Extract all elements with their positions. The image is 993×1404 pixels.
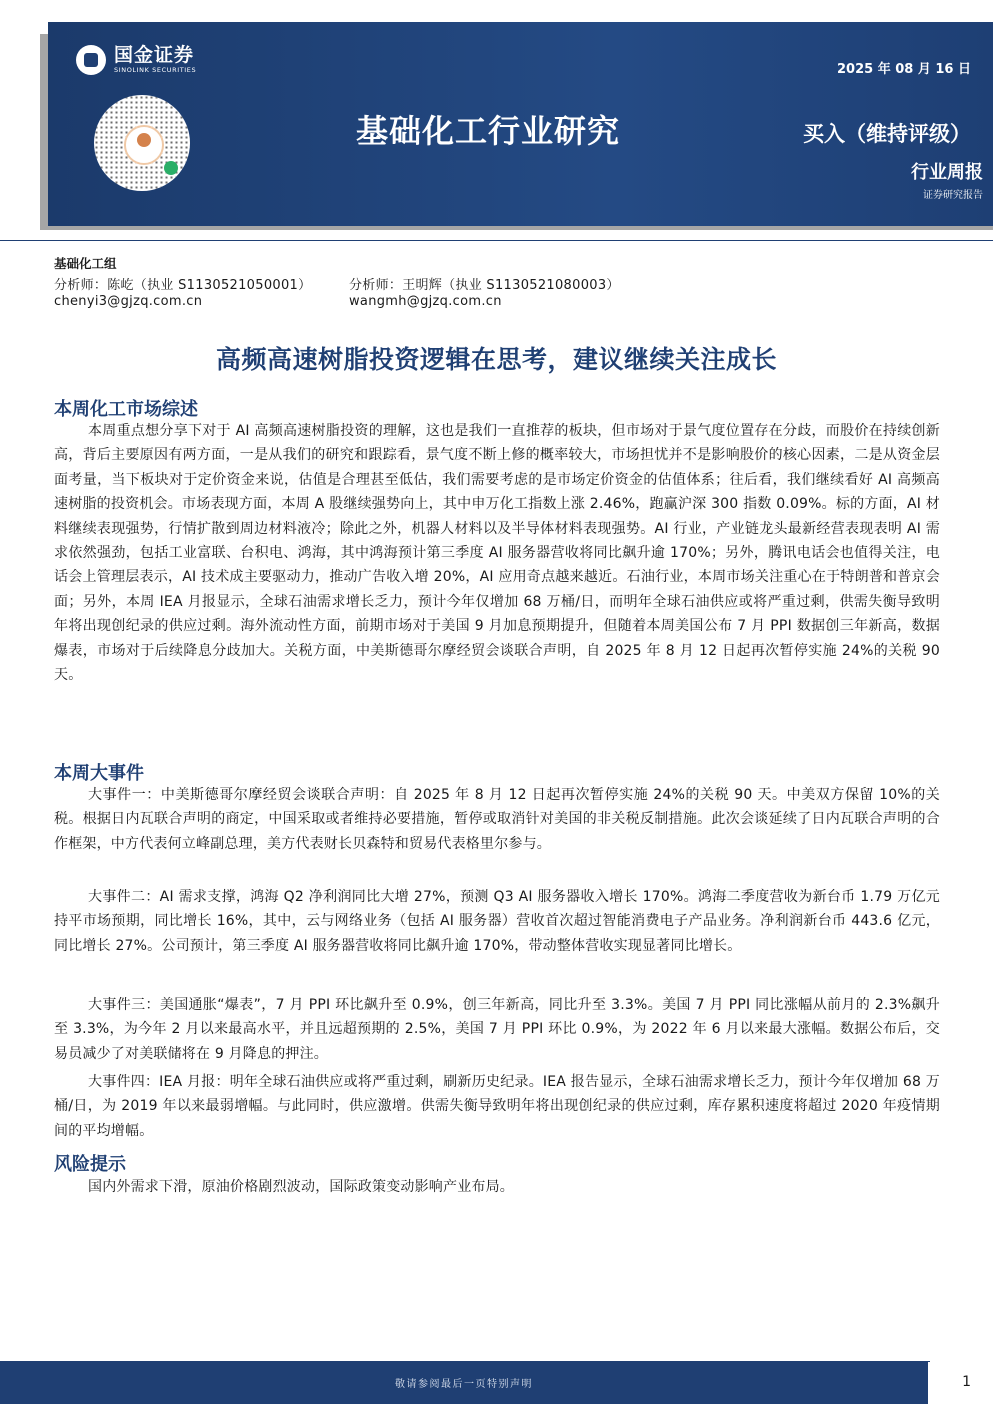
- paragraph-event-4: 大事件四：IEA 月报：明年全球石油供应或将严重过剩，刷新历史纪录。IEA 报告显示，全球石油需求增长乏力，预计今年仅增加 68 万桶/日，为 2019 年以来最弱增幅。与此同时，供应激增。供需失衡导致明年将出现创纪录的供应过剩，库存累积速度将超过 2020 年疫情期间的平均增幅。: [54, 1074, 940, 1139]
- brand-logo-icon: [76, 45, 106, 75]
- paragraph-market: 本周重点想分享下对于 AI 高频高速树脂投资的理解，这也是我们一直推荐的板块，但市场对于景气度位置存在分歧，而股价在持续创新高，背后主要原因有两方面，一是从我们的研究和跟踪看，景气度不断上修的概率较大，市场担忧并不是影响股价的核心因素，二是从资金层面考量，当下板块对于定价资金来说，估值是合理甚至低估，我们需要考虑的是市场定价资金的估值体系；往后看，我们继续看好 AI 高频高速树脂的投资机会。市场表现方面，本周 A 股继续强势向上，其中申万化工指数上涨 2.46%，跑赢沪深 300 指数 0.09%。标的方面，AI 材料继续表现强势，行情扩散到周边材料液冷；除此之外，机器人材料以及半导体材料表现强势。AI 行业，产业链龙头最新经营表现表明 AI 需求依然强劲，包括工业富联、台积电、鸿海，其中鸿海预计第三季度 AI 服务器营收将同比飙升逾 170%；另外，腾讯电话会也值得关注，电话会上管理层表示，AI 技术成主要驱动力，推动广告收入增 20%，AI 应用奇点越来越近。石油行业，本周市场关注重心在于特朗普和普京会面；另外，本周 IEA 月报显示，全球石油需求增长乏力，预计今年仅增加 68 万桶/日，而明年全球石油供应或将严重过剩，供需失衡导致明年将出现创纪录的供应过剩。海外流动性方面，前期市场对于美国 9 月加息预期提升，但随着本周美国公布 7 月 PPI 数据创三年新高，数据爆表，市场对于后续降息分歧加大。关税方面，中美斯德哥尔摩经贸会谈联合声明，自 2025 年 8 月 12 日起再次暂停实施 24%的关税 90 天。: [54, 423, 940, 684]
- qr-code-icon: [94, 95, 190, 191]
- brand-name-en: SINOLINK SECURITIES: [114, 66, 197, 74]
- analyst-1-email[interactable]: chenyi3@gjzq.com.cn: [54, 294, 203, 309]
- page-number: 1: [962, 1374, 971, 1390]
- footer-notice: 敬请参阅最后一页特别声明: [395, 1379, 533, 1390]
- headline: 高频高速树脂投资逻辑在思考，建议继续关注成长: [215, 345, 777, 374]
- section-title-market: 本周化工市场综述: [54, 399, 198, 420]
- paragraph-event-2: 大事件二：AI 需求支撑，鸿海 Q2 净利润同比大增 27%，预测 Q3 AI 服务器收入增长 170%。鸿海二季度营收为新台币 1.79 万亿元持平市场预期，同比增长 16%，其中，云与网络业务（包括 AI 服务器）营收首次超过智能消费电子产品业务。净利润新台币 443.6 亿元，同比增长 27%。公司预计，第三季度 AI 服务器营收将同比飙升逾 170%，带动整体营收实现显著同比增长。: [54, 889, 940, 954]
- paragraph-event-1: 大事件一：中美斯德哥尔摩经贸会谈联合声明：自 2025 年 8 月 12 日起再次暂停实施 24%的关税 90 天。中美双方保留 10%的关税。根据日内瓦联合声明的商定，中国采取或者维持必要措施，暂停或取消针对美国的非关税反制措施。此次会谈延续了日内瓦联合声明的合作框架，中方代表何立峰副总理，美方代表财长贝森特和贸易代表格里尔参与。: [54, 787, 940, 852]
- paragraph-risk: 国内外需求下滑，原油价格剧烈波动，国际政策变动影响产业布局。: [88, 1179, 514, 1195]
- brand-logo: [76, 44, 196, 75]
- analyst-2-email[interactable]: wangmh@gjzq.com.cn: [349, 294, 502, 309]
- report-date: 2025 年 08 月 16 日: [837, 62, 971, 77]
- analyst-1: 分析师：陈屹（执业 S1130521050001）: [54, 278, 312, 293]
- report-subtitle: 证券研究报告: [923, 190, 983, 201]
- section-title-events: 本周大事件: [54, 763, 144, 784]
- rating-label: 买入（维持评级）: [803, 122, 971, 146]
- report-title: 基础化工行业研究: [356, 112, 621, 150]
- report-type: 行业周报: [911, 162, 983, 183]
- brand-name-cn: 国金证券: [114, 44, 195, 66]
- analyst-group: 基础化工组: [54, 256, 117, 271]
- section-title-risk: 风险提示: [54, 1154, 126, 1175]
- analyst-2: 分析师：王明辉（执业 S1130521080003）: [349, 278, 620, 293]
- paragraph-event-3: 大事件三：美国通胀“爆表”，7 月 PPI 环比飙升至 0.9%，创三年新高，同比升至 3.3%。美国 7 月 PPI 同比涨幅从前月的 2.3%飙升至 3.3%，为今年 2 月以来最高水平，并且远超预期的 2.5%，美国 7 月 PPI 环比 0.9%，为 2022 年 6 月以来最大涨幅。数据公布后，交易员减少了对美联储将在 9 月降息的押注。: [54, 997, 940, 1062]
- header-divider: [0, 240, 993, 241]
